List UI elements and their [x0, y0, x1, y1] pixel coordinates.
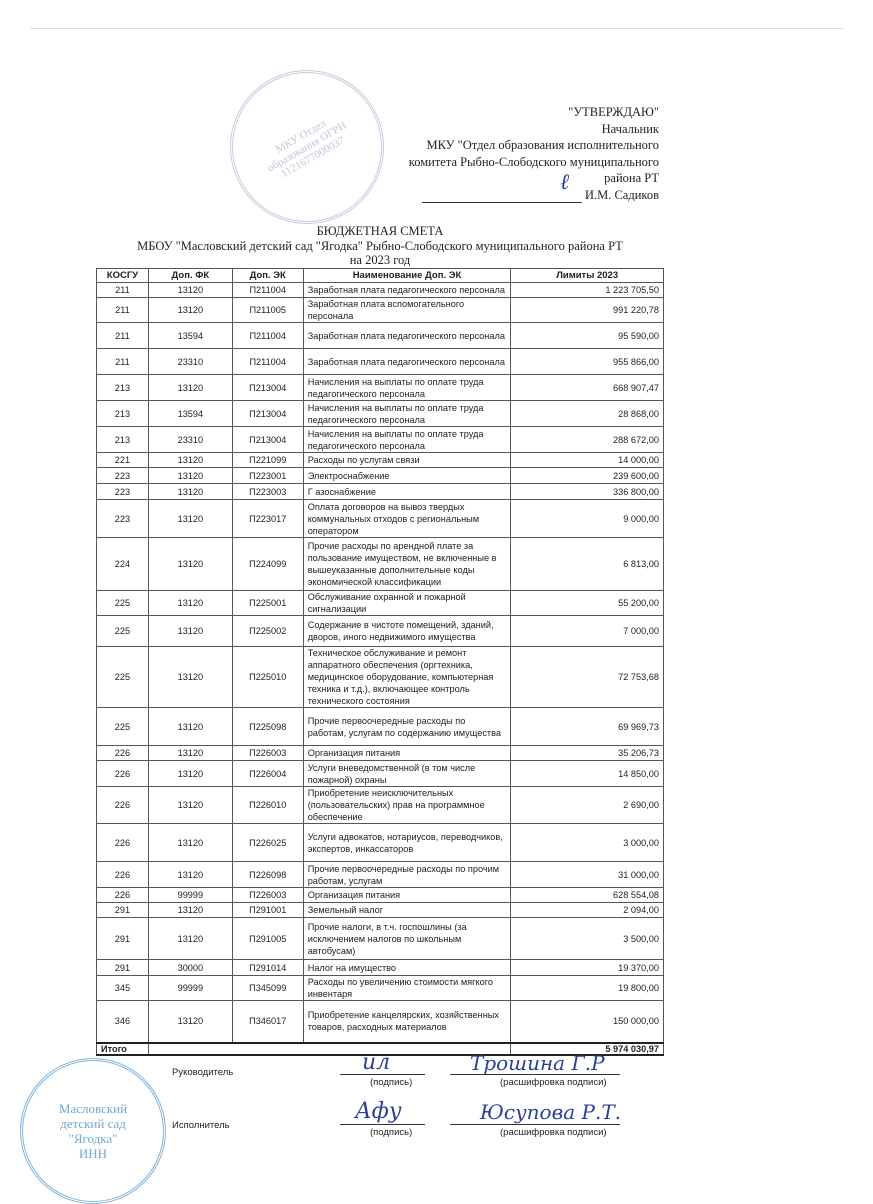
limit-cell: 336 800,00: [511, 484, 664, 500]
ek-cell: П226098: [232, 862, 303, 888]
name-cell: Заработная плата педагогического персонала: [303, 349, 511, 375]
ek-cell: П223001: [232, 468, 303, 484]
name-cell: Расходы по услугам связи: [303, 453, 511, 468]
approval-heading: "УТВЕРЖДАЮ": [568, 105, 659, 119]
ek-cell: П211004: [232, 323, 303, 349]
name-cell: Прочие налоги, в т.ч. госпошлины (за исключением налогов по школьным автобусам): [303, 918, 511, 960]
name-cell: Обслуживание охранной и пожарной сигнализации: [303, 591, 511, 616]
kosgu-cell: 226: [97, 761, 149, 787]
fk-cell: 23310: [148, 349, 232, 375]
limit-cell: 1 223 705,50: [511, 283, 664, 298]
name-cell: Прочие первоочередные расходы по прочим работам, услугам: [303, 862, 511, 888]
kosgu-cell: 211: [97, 283, 149, 298]
name-cell: Заработная плата педагогического персонала: [303, 283, 511, 298]
col-header: Лимиты 2023: [511, 269, 664, 283]
signature-caption: (подпись): [370, 1077, 413, 1088]
name-cell: Начисления на выплаты по оплате труда педагогического персонала: [303, 375, 511, 401]
table-row: [97, 824, 664, 862]
fk-cell: 13120: [148, 375, 232, 401]
fk-cell: 13120: [148, 903, 232, 918]
ek-cell: П226025: [232, 824, 303, 862]
limit-cell: 2 690,00: [511, 787, 664, 824]
ek-cell: П225098: [232, 708, 303, 746]
kosgu-cell: 291: [97, 960, 149, 976]
head-signature: ил: [362, 1050, 391, 1075]
fk-cell: 13120: [148, 918, 232, 960]
limit-cell: 3 500,00: [511, 918, 664, 960]
title-line: БЮДЖЕТНАЯ СМЕТА: [316, 224, 444, 238]
table-row: [97, 298, 664, 323]
limit-cell: 35 206,73: [511, 746, 664, 761]
limit-cell: 31 000,00: [511, 862, 664, 888]
name-cell: Электроснабжение: [303, 468, 511, 484]
kosgu-cell: 225: [97, 591, 149, 616]
limit-cell: 991 220,78: [511, 298, 664, 323]
kosgu-cell: 226: [97, 862, 149, 888]
table-row: [97, 500, 664, 538]
kosgu-cell: 223: [97, 484, 149, 500]
col-header: Наименование Доп. ЭК: [303, 269, 511, 283]
approval-line: комитета Рыбно-Слободского муниципального: [408, 154, 659, 169]
fk-cell: 99999: [148, 888, 232, 903]
ek-cell: П211004: [232, 349, 303, 375]
ek-cell: П291005: [232, 918, 303, 960]
budget-table: [96, 268, 664, 1056]
table-row: [97, 862, 664, 888]
limit-cell: 239 600,00: [511, 468, 664, 484]
limit-cell: 19 370,00: [511, 960, 664, 976]
ek-cell: П226004: [232, 761, 303, 787]
name-cell: Услуги вневедомственной (в том числе пожарной) охраны: [303, 761, 511, 787]
kosgu-cell: 225: [97, 708, 149, 746]
limit-cell: 14 850,00: [511, 761, 664, 787]
fk-cell: 13120: [148, 787, 232, 824]
fk-cell: 13120: [148, 538, 232, 591]
kosgu-cell: 213: [97, 401, 149, 427]
ek-cell: П211005: [232, 298, 303, 323]
ek-cell: П226010: [232, 787, 303, 824]
table-row: [97, 349, 664, 375]
fk-cell: 13120: [148, 761, 232, 787]
signature-line: [422, 190, 582, 203]
fk-cell: 13120: [148, 484, 232, 500]
limit-cell: 14 000,00: [511, 453, 664, 468]
kosgu-cell: 221: [97, 453, 149, 468]
name-cell: Организация питания: [303, 888, 511, 903]
col-header: Доп. ЭК: [232, 269, 303, 283]
table-row: [97, 903, 664, 918]
fk-cell: 13120: [148, 468, 232, 484]
ek-cell: П211004: [232, 283, 303, 298]
fk-cell: 13120: [148, 500, 232, 538]
kosgu-cell: 211: [97, 298, 149, 323]
scan-edge-line: [30, 28, 843, 29]
executor-label: Исполнитель: [172, 1120, 230, 1131]
limit-cell: 55 200,00: [511, 591, 664, 616]
name-cell: Услуги адвокатов, нотариусов, переводчиков, экспертов, инкассаторов: [303, 824, 511, 862]
ek-cell: П225002: [232, 616, 303, 647]
kosgu-cell: 291: [97, 903, 149, 918]
limit-cell: 955 866,00: [511, 349, 664, 375]
fk-cell: 13120: [148, 453, 232, 468]
ek-cell: П221099: [232, 453, 303, 468]
name-cell: Приобретение неисключительных (пользовательских) прав на программное обеспечение: [303, 787, 511, 824]
ek-cell: П213004: [232, 427, 303, 453]
table-row: [97, 591, 664, 616]
name-cell: Заработная плата педагогического персонала: [303, 323, 511, 349]
table-row: [97, 427, 664, 453]
limit-cell: 72 753,68: [511, 647, 664, 708]
ek-cell: П291001: [232, 903, 303, 918]
ek-cell: П226003: [232, 746, 303, 761]
ek-cell: П226003: [232, 888, 303, 903]
name-cell: Начисления на выплаты по оплате труда педагогического персонала: [303, 401, 511, 427]
name-cell: Прочие первоочередные расходы по работам, услугам по содержанию имущества: [303, 708, 511, 746]
ek-cell: П345099: [232, 976, 303, 1001]
signature-line: [340, 1124, 425, 1125]
name-cell: Земельный налог: [303, 903, 511, 918]
name-cell: Прочие расходы по арендной плате за пользование имуществом, не включенные в вышеуказанные дополнительные коды экономической классификации: [303, 538, 511, 591]
name-cell: Содержание в чистоте помещений, зданий, дворов, иного недвижимого имущества: [303, 616, 511, 647]
kosgu-cell: 223: [97, 468, 149, 484]
name-cell: Техническое обслуживание и ремонт аппаратного обеспечения (оргтехника, медицинское оборудование, компьютерная техника и т.д.), включающее контроль технического состояния: [303, 647, 511, 708]
name-cell: Заработная плата вспомогательного персонала: [303, 298, 511, 323]
kosgu-cell: 345: [97, 976, 149, 1001]
col-header: КОСГУ: [97, 269, 149, 283]
kosgu-cell: 224: [97, 538, 149, 591]
total-blank: [148, 1043, 510, 1055]
title-line: МБОУ "Масловский детский сад "Ягодка" Рыбно-Слободского муниципального района РТ: [137, 238, 623, 253]
table-row: [97, 888, 664, 903]
table-row: [97, 484, 664, 500]
table-row: [97, 1001, 664, 1043]
document-title: [96, 224, 664, 268]
table-row: [97, 375, 664, 401]
table-row: [97, 787, 664, 824]
fk-cell: 23310: [148, 427, 232, 453]
table-row: [97, 746, 664, 761]
limit-cell: 150 000,00: [511, 1001, 664, 1043]
limit-cell: 3 000,00: [511, 824, 664, 862]
fk-cell: 13120: [148, 708, 232, 746]
kosgu-cell: 211: [97, 323, 149, 349]
name-cell: Организация питания: [303, 746, 511, 761]
approval-signature: ℓ: [560, 170, 570, 195]
approval-block: [409, 104, 659, 203]
limit-cell: 95 590,00: [511, 323, 664, 349]
table-row: [97, 453, 664, 468]
decode-caption: (расшифровка подписи): [500, 1127, 607, 1138]
table-row: [97, 538, 664, 591]
table-header-row: [97, 269, 664, 283]
table-row: [97, 960, 664, 976]
fk-cell: 30000: [148, 960, 232, 976]
fk-cell: 99999: [148, 976, 232, 1001]
fk-cell: 13120: [148, 1001, 232, 1043]
ek-cell: П223003: [232, 484, 303, 500]
name-cell: Оплата договоров на вывоз твердых коммунальных отходов с региональным оператором: [303, 500, 511, 538]
fk-cell: 13120: [148, 591, 232, 616]
approval-signer: И.М. Садиков: [584, 187, 659, 202]
table-row: [97, 708, 664, 746]
kosgu-cell: 223: [97, 500, 149, 538]
table-row: [97, 918, 664, 960]
limit-cell: 288 672,00: [511, 427, 664, 453]
limit-cell: 668 907,47: [511, 375, 664, 401]
approval-line: МКУ "Отдел образования исполнительного: [426, 138, 659, 152]
table-row: [97, 976, 664, 1001]
ek-cell: П225001: [232, 591, 303, 616]
executor-signature: Афу: [355, 1099, 402, 1124]
table-row: [97, 616, 664, 647]
name-cell: Приобретение канцелярских, хозяйственных товаров, расходных материалов: [303, 1001, 511, 1043]
limit-cell: 2 094,00: [511, 903, 664, 918]
fk-cell: 13120: [148, 824, 232, 862]
limit-cell: 28 868,00: [511, 401, 664, 427]
table-row: [97, 761, 664, 787]
fk-cell: 13120: [148, 862, 232, 888]
kosgu-cell: 226: [97, 746, 149, 761]
kosgu-cell: 226: [97, 787, 149, 824]
fk-cell: 13120: [148, 746, 232, 761]
approval-stamp: МКУ Отдел образования ОГРН 1121677000037: [230, 70, 384, 224]
kosgu-cell: 226: [97, 888, 149, 903]
ek-cell: П223017: [232, 500, 303, 538]
organization-stamp: Масловский детский сад "Ягодка" ИНН: [20, 1058, 166, 1204]
head-name-handwritten: Трошина Г.Р: [470, 1051, 605, 1075]
decode-line: [450, 1124, 620, 1125]
limit-cell: 6 813,00: [511, 538, 664, 591]
kosgu-cell: 346: [97, 1001, 149, 1043]
table-row: [97, 468, 664, 484]
col-header: Доп. ФК: [148, 269, 232, 283]
ek-cell: П213004: [232, 375, 303, 401]
ek-cell: П213004: [232, 401, 303, 427]
table-row: [97, 647, 664, 708]
kosgu-cell: 225: [97, 616, 149, 647]
total-value: 5 974 030,97: [511, 1043, 664, 1055]
kosgu-cell: 213: [97, 375, 149, 401]
kosgu-cell: 291: [97, 918, 149, 960]
decode-caption: (расшифровка подписи): [500, 1077, 607, 1088]
fk-cell: 13594: [148, 401, 232, 427]
ek-cell: П346017: [232, 1001, 303, 1043]
limit-cell: 19 800,00: [511, 976, 664, 1001]
title-line: на 2023 год: [349, 253, 411, 267]
total-label: Итого: [97, 1043, 149, 1055]
ek-cell: П224099: [232, 538, 303, 591]
table-row: [97, 323, 664, 349]
kosgu-cell: 226: [97, 824, 149, 862]
signature-caption: (подпись): [370, 1127, 413, 1138]
limit-cell: 628 554,08: [511, 888, 664, 903]
kosgu-cell: 225: [97, 647, 149, 708]
ek-cell: П291014: [232, 960, 303, 976]
name-cell: Расходы по увеличению стоимости мягкого инвентаря: [303, 976, 511, 1001]
table-row: [97, 401, 664, 427]
table-row: [97, 283, 664, 298]
approval-line: Начальник: [601, 121, 659, 136]
head-label: Руководитель: [172, 1067, 234, 1078]
ek-cell: П225010: [232, 647, 303, 708]
fk-cell: 13594: [148, 323, 232, 349]
name-cell: Г азоснабжение: [303, 484, 511, 500]
fk-cell: 13120: [148, 298, 232, 323]
name-cell: Начисления на выплаты по оплате труда педагогического персонала: [303, 427, 511, 453]
kosgu-cell: 213: [97, 427, 149, 453]
kosgu-cell: 211: [97, 349, 149, 375]
limit-cell: 69 969,73: [511, 708, 664, 746]
limit-cell: 7 000,00: [511, 616, 664, 647]
fk-cell: 13120: [148, 616, 232, 647]
approval-line: района РТ: [604, 171, 659, 185]
limit-cell: 9 000,00: [511, 500, 664, 538]
executor-name-handwritten: Юсупова Р.Т.: [480, 1100, 622, 1124]
name-cell: Налог на имущество: [303, 960, 511, 976]
fk-cell: 13120: [148, 283, 232, 298]
fk-cell: 13120: [148, 647, 232, 708]
